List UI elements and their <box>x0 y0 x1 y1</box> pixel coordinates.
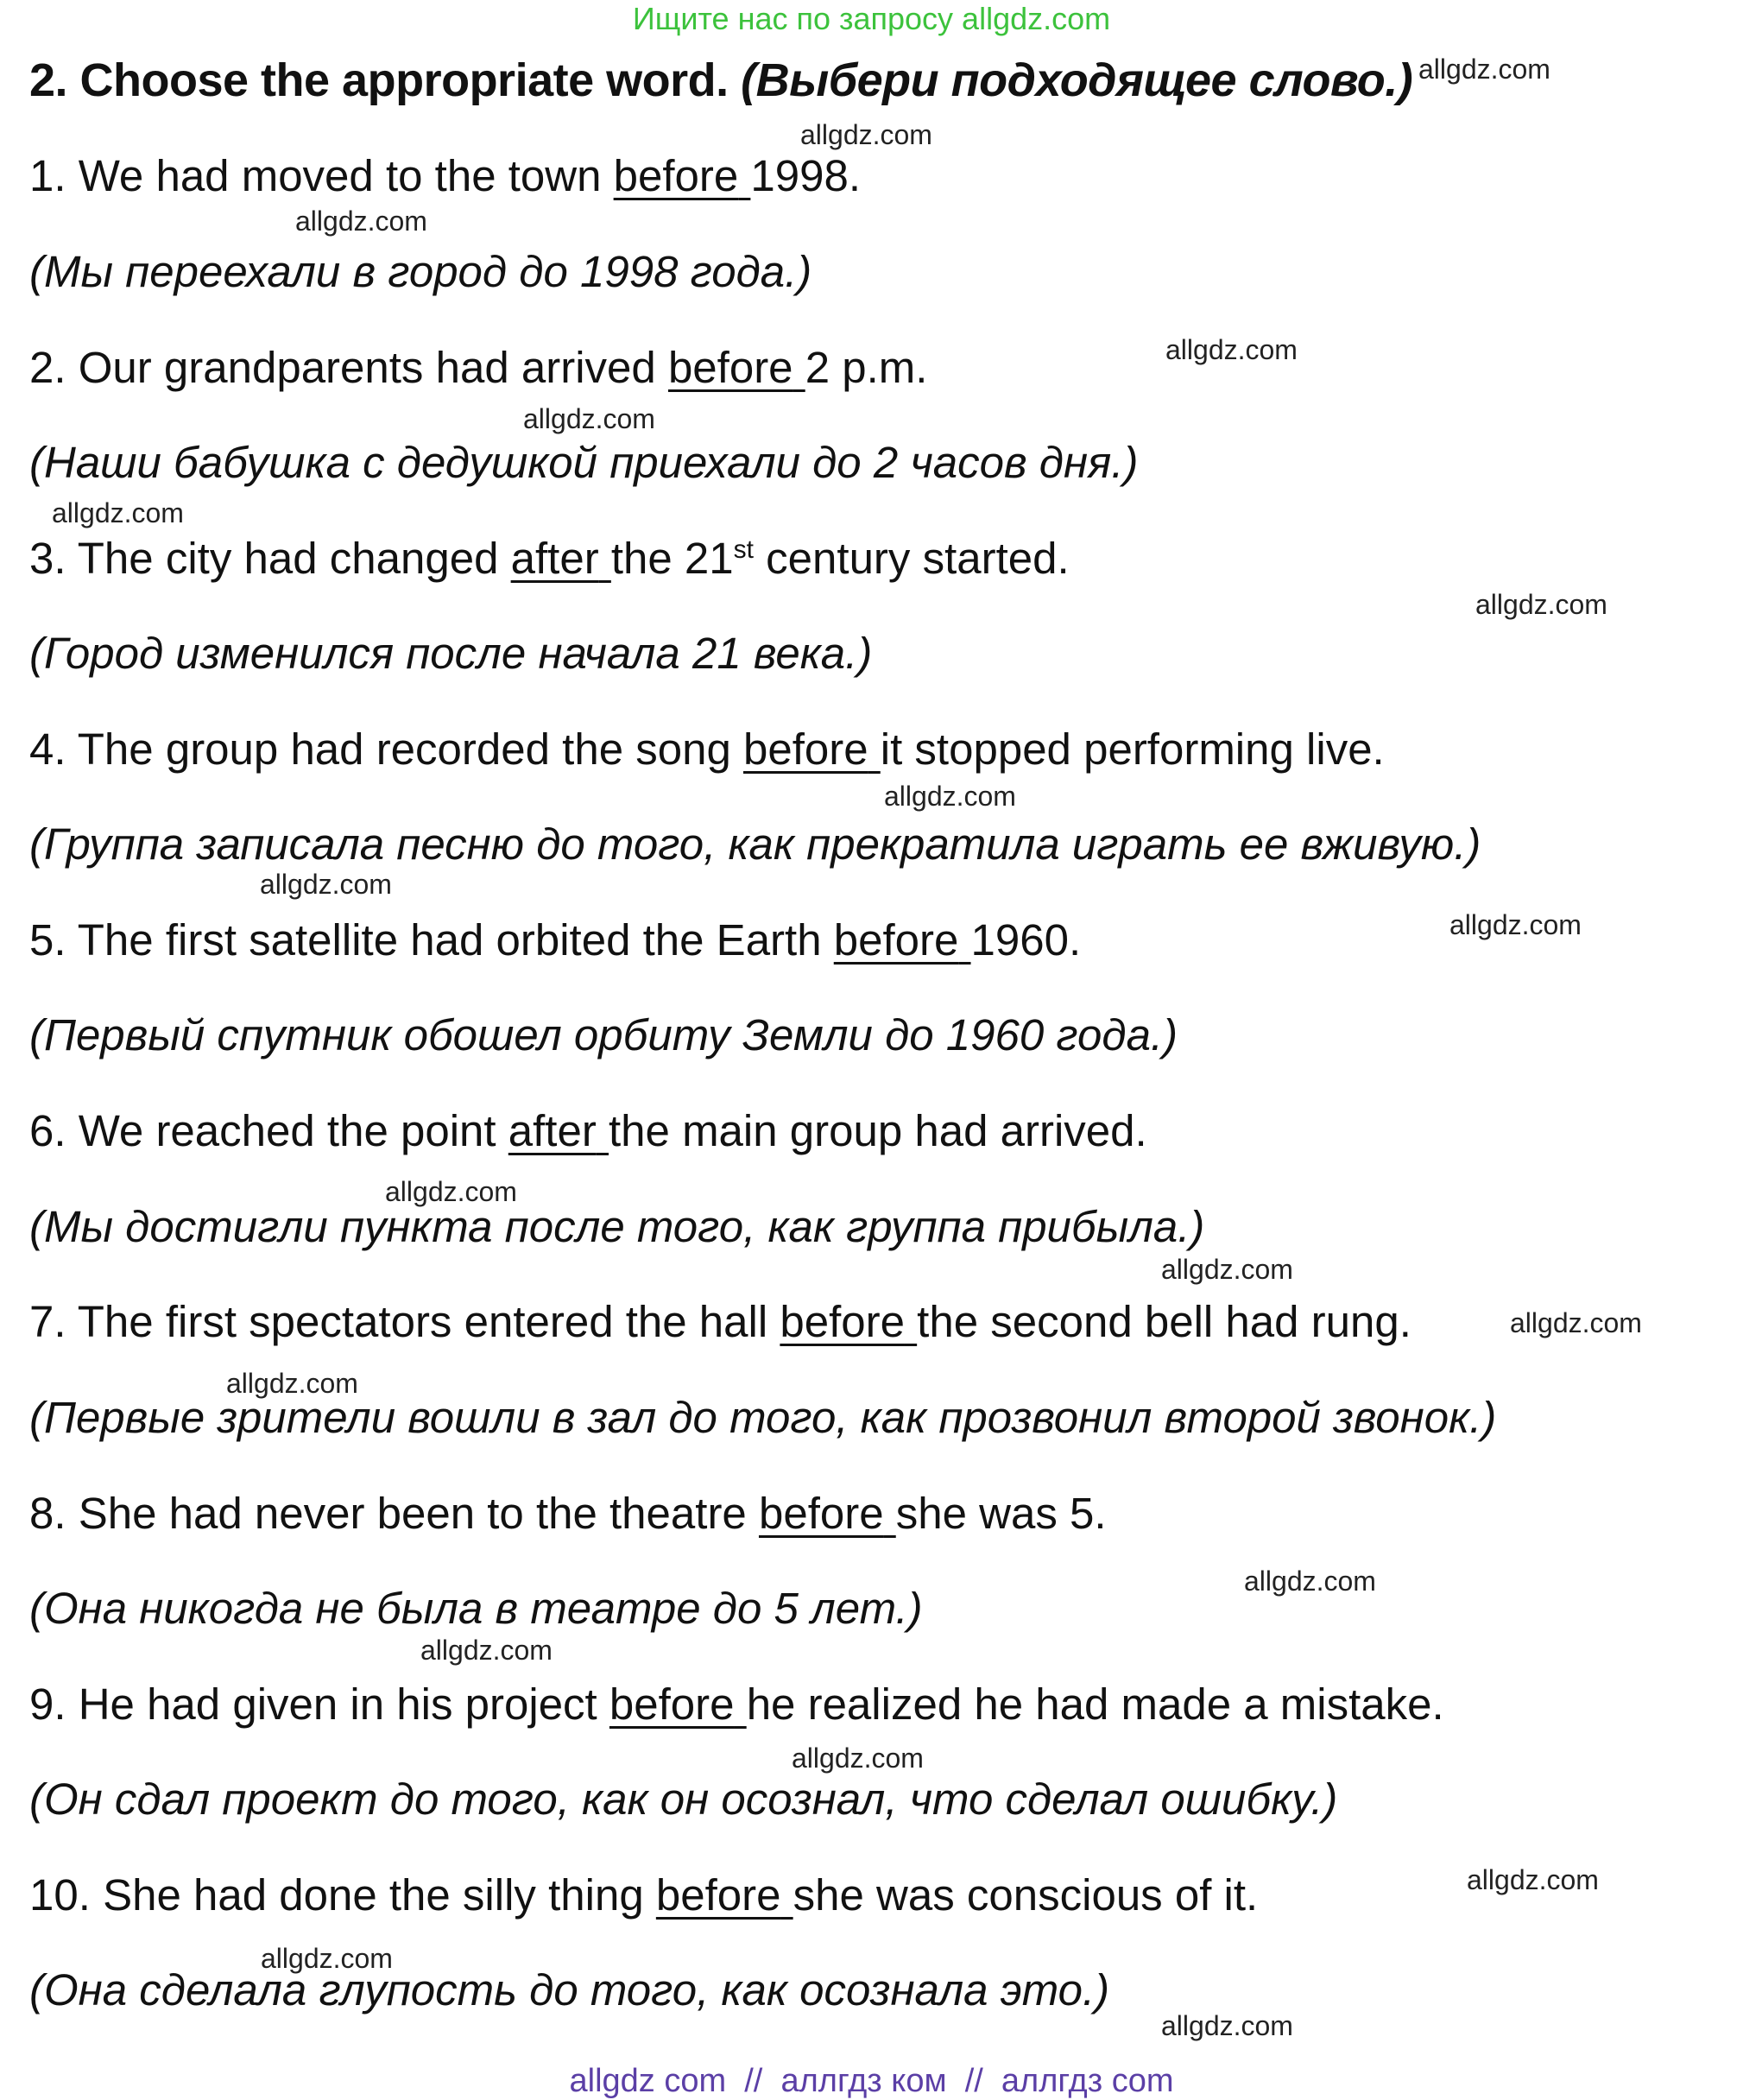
sentence-text: 2 p.m. <box>805 343 928 392</box>
sentence-7 <box>29 1295 1411 1349</box>
sentence-1 <box>29 149 861 203</box>
sentence-2 <box>29 341 927 395</box>
answer-word: after <box>510 534 599 583</box>
sentence-3 <box>29 532 1070 585</box>
sentence-text: 2. Our grandparents had arrived <box>29 343 656 392</box>
watermark: allgdz.com <box>800 119 932 150</box>
watermark: allgdz.com <box>1161 2010 1293 2041</box>
sentence-text: 1998. <box>750 151 862 200</box>
translation-4: (Группа записала песню до того, как прекратила играть ее вживую.) <box>29 819 1481 869</box>
sentence-text: 8. She had never been to the theatre <box>29 1489 747 1538</box>
translation-1: (Мы переехали в город до 1998 года.) <box>29 247 812 296</box>
sentence-text: the second bell had rung. <box>917 1297 1411 1346</box>
sentence-text: 1960. <box>970 915 1082 965</box>
sentence-text: he realized he had made a mistake. <box>746 1679 1444 1729</box>
watermark: allgdz.com <box>261 1943 393 1974</box>
sentence-text: 3. The city had changed <box>29 534 499 583</box>
watermark: allgdz.com <box>792 1743 924 1774</box>
sentence-text: century started. <box>754 534 1070 583</box>
watermark: allgdz.com <box>260 869 392 900</box>
watermark: allgdz.com <box>1165 334 1298 365</box>
sentence-text: the 21 <box>610 534 734 583</box>
answer-word: before <box>609 1679 735 1729</box>
watermark: allgdz.com <box>884 781 1016 812</box>
answer-word: before <box>667 343 793 392</box>
watermark: allgdz.com <box>1475 589 1607 620</box>
watermark: allgdz.com <box>1449 909 1582 940</box>
sentence-text: 9. He had given in his project <box>29 1679 597 1729</box>
sentence-text: it stopped performing live. <box>880 724 1385 774</box>
top-banner: Ищите нас по запросу allgdz.com <box>632 1 1111 36</box>
watermark: allgdz.com <box>1467 1864 1599 1895</box>
sentence-text: 6. We reached the point <box>29 1106 496 1155</box>
watermark: allgdz.com <box>295 206 427 237</box>
translation-6: (Мы достигли пункта после того, как группа прибыла.) <box>29 1202 1205 1251</box>
ordinal-suffix: st <box>733 535 754 564</box>
sentence-text: the main group had arrived. <box>609 1106 1147 1155</box>
watermark: allgdz.com <box>1161 1254 1293 1285</box>
answer-word: before <box>655 1870 781 1920</box>
watermark: allgdz.com <box>52 497 184 528</box>
sentence-text: she was conscious of it. <box>793 1870 1259 1920</box>
watermark: allgdz.com <box>1244 1566 1376 1597</box>
sentence-text: 1. We had moved to the town <box>29 151 602 200</box>
sentence-text: she was 5. <box>895 1489 1107 1538</box>
sentence-6 <box>29 1104 1147 1158</box>
sentence-5 <box>29 914 1081 967</box>
sentence-text: 7. The first spectators entered the hall <box>29 1297 768 1346</box>
watermark: allgdz.com <box>420 1635 553 1666</box>
footer-watermark: allgdz com // аллгдз ком // аллгдз сom <box>569 2063 1174 2099</box>
sentence-8 <box>29 1487 1107 1540</box>
sentence-10 <box>29 1869 1258 1922</box>
answer-word: before <box>742 724 868 774</box>
sentence-text: 4. The group had recorded the song <box>29 724 731 774</box>
answer-word: before <box>613 151 739 200</box>
translation-9: (Он сдал проект до того, как он осознал, что сделал ошибку.) <box>29 1774 1338 1824</box>
heading-russian: (Выбери подходящее слово.) <box>741 54 1413 106</box>
answer-word: before <box>758 1489 884 1538</box>
answer-word: after <box>508 1106 597 1155</box>
watermark: allgdz.com <box>523 403 655 434</box>
sentence-9 <box>29 1678 1444 1731</box>
answer-word: before <box>780 1297 905 1346</box>
exercise-heading <box>29 52 1412 109</box>
watermark: allgdz.com <box>1510 1307 1642 1338</box>
translation-2: (Наши бабушка с дедушкой приехали до 2 часов дня.) <box>29 438 1139 487</box>
translation-5: (Первый спутник обошел орбиту Земли до 1960 года.) <box>29 1010 1178 1059</box>
translation-8: (Она никогда не была в театре до 5 лет.) <box>29 1584 923 1633</box>
sentence-4 <box>29 723 1385 776</box>
sentence-text: 5. The first satellite had orbited the Earth <box>29 915 822 965</box>
watermark: allgdz.com <box>1418 54 1550 85</box>
heading-english: 2. Choose the appropriate word. <box>29 54 729 106</box>
watermark: allgdz.com <box>226 1368 358 1399</box>
translation-7: (Первые зрители вошли в зал до того, как прозвонил второй звонок.) <box>29 1393 1497 1442</box>
watermark: allgdz.com <box>385 1176 517 1207</box>
translation-10: (Она сделала глупость до того, как осознала это.) <box>29 1965 1110 2015</box>
answer-word: before <box>833 915 959 965</box>
sentence-text: 10. She had done the silly thing <box>29 1870 644 1920</box>
translation-3: (Город изменился после начала 21 века.) <box>29 629 873 678</box>
